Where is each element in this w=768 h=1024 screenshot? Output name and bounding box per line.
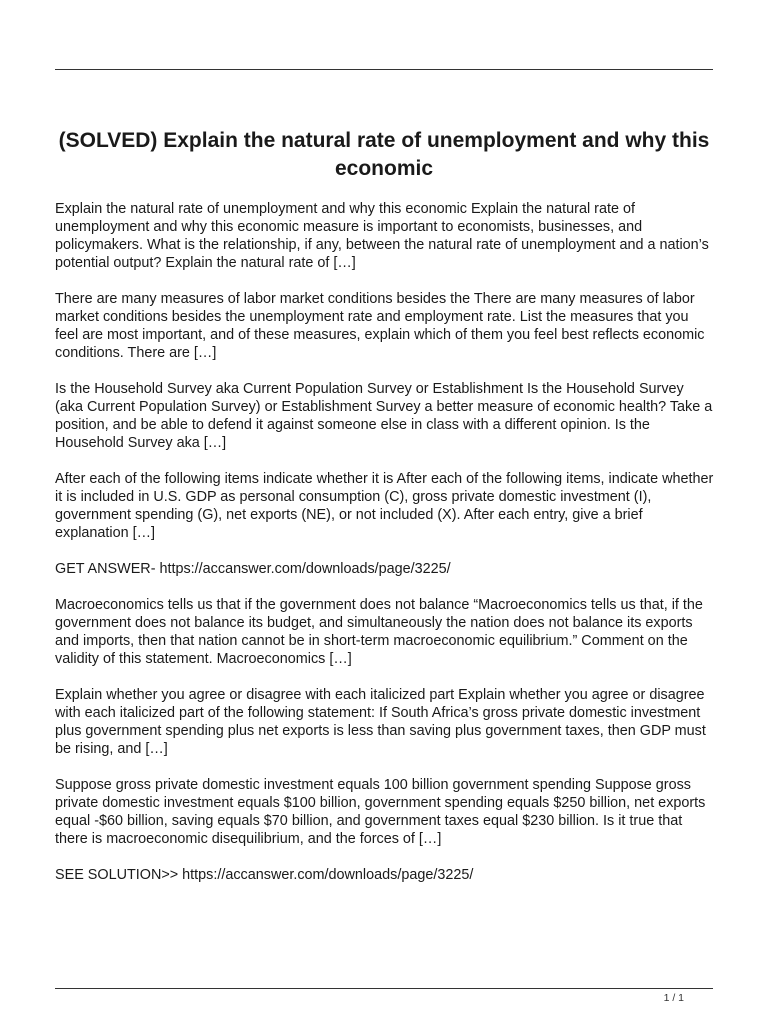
page-number: 1 / 1 — [663, 992, 684, 1004]
document-body — [55, 200, 715, 902]
see-solution-link[interactable]: SEE SOLUTION>> https://accanswer.com/downloads/page/3225/ — [55, 867, 474, 883]
get-answer-link[interactable]: GET ANSWER- https://accanswer.com/downloads/page/3225/ — [55, 561, 451, 577]
header-rule — [55, 69, 713, 70]
paragraph-gdp-items: After each of the following items indicate whether it is After each of the following items, indicate whether it is included in U.S. GDP as personal consumption (C), gross private domestic investment (I), government spending (G), net exports (NE), or not included (X). After each entry, give a brief explanation […] — [55, 471, 714, 541]
paragraph-macroeconomics: Macroeconomics tells us that if the government does not balance “Macroeconomics tells us that, if the government does not balance its budget, and simultaneously the nation does not balance its exports and imports, then that nation cannot be in short-term macroeconomic equilibrium.” Comment on the validity of this statement. Macroeconomics […] — [55, 597, 703, 667]
footer-rule — [55, 988, 713, 989]
document-title: (SOLVED) Explain the natural rate of unemployment and why this economic — [58, 129, 710, 180]
paragraph-natural-rate: Explain the natural rate of unemployment and why this economic Explain the natural rate of unemployment and why this economic measure is important to economists, businesses, and policymakers. What is the relationship, if any, between the natural rate of unemployment and a nation’s potential output? Explain the natural rate of […] — [55, 201, 709, 271]
paragraph-investment-equilibrium: Suppose gross private domestic investment equals 100 billion government spending Suppose gross private domestic investment equals $100 billion, government spending equals $250 billion, net exports equal -$60 billion, saving equals $70 billion, and government taxes equal $230 billion. Is it true that there is macroeconomic disequilibrium, and the forces of […] — [55, 777, 706, 847]
paragraph-household-survey: Is the Household Survey aka Current Population Survey or Establishment Is the Household Survey (aka Current Population Survey) or Establishment Survey a better measure of economic health? Take a position, and be able to defend it against someone else in class with a different opinion. Is the Household Survey aka […] — [55, 381, 713, 451]
paragraph-italicized-part: Explain whether you agree or disagree with each italicized part Explain whether you agree or disagree with each italicized part of the following statement: If South Africa’s gross private domestic investment plus government spending plus net exports is less than saving plus government taxes, then GDP must be rising, and […] — [55, 687, 706, 757]
paragraph-labor-measures: There are many measures of labor market conditions besides the There are many measures of labor market conditions besides the unemployment rate and employment rate. List the measures that you feel are most important, and of these measures, explain which of them you feel best reflects economic conditions. There are […] — [55, 291, 705, 361]
